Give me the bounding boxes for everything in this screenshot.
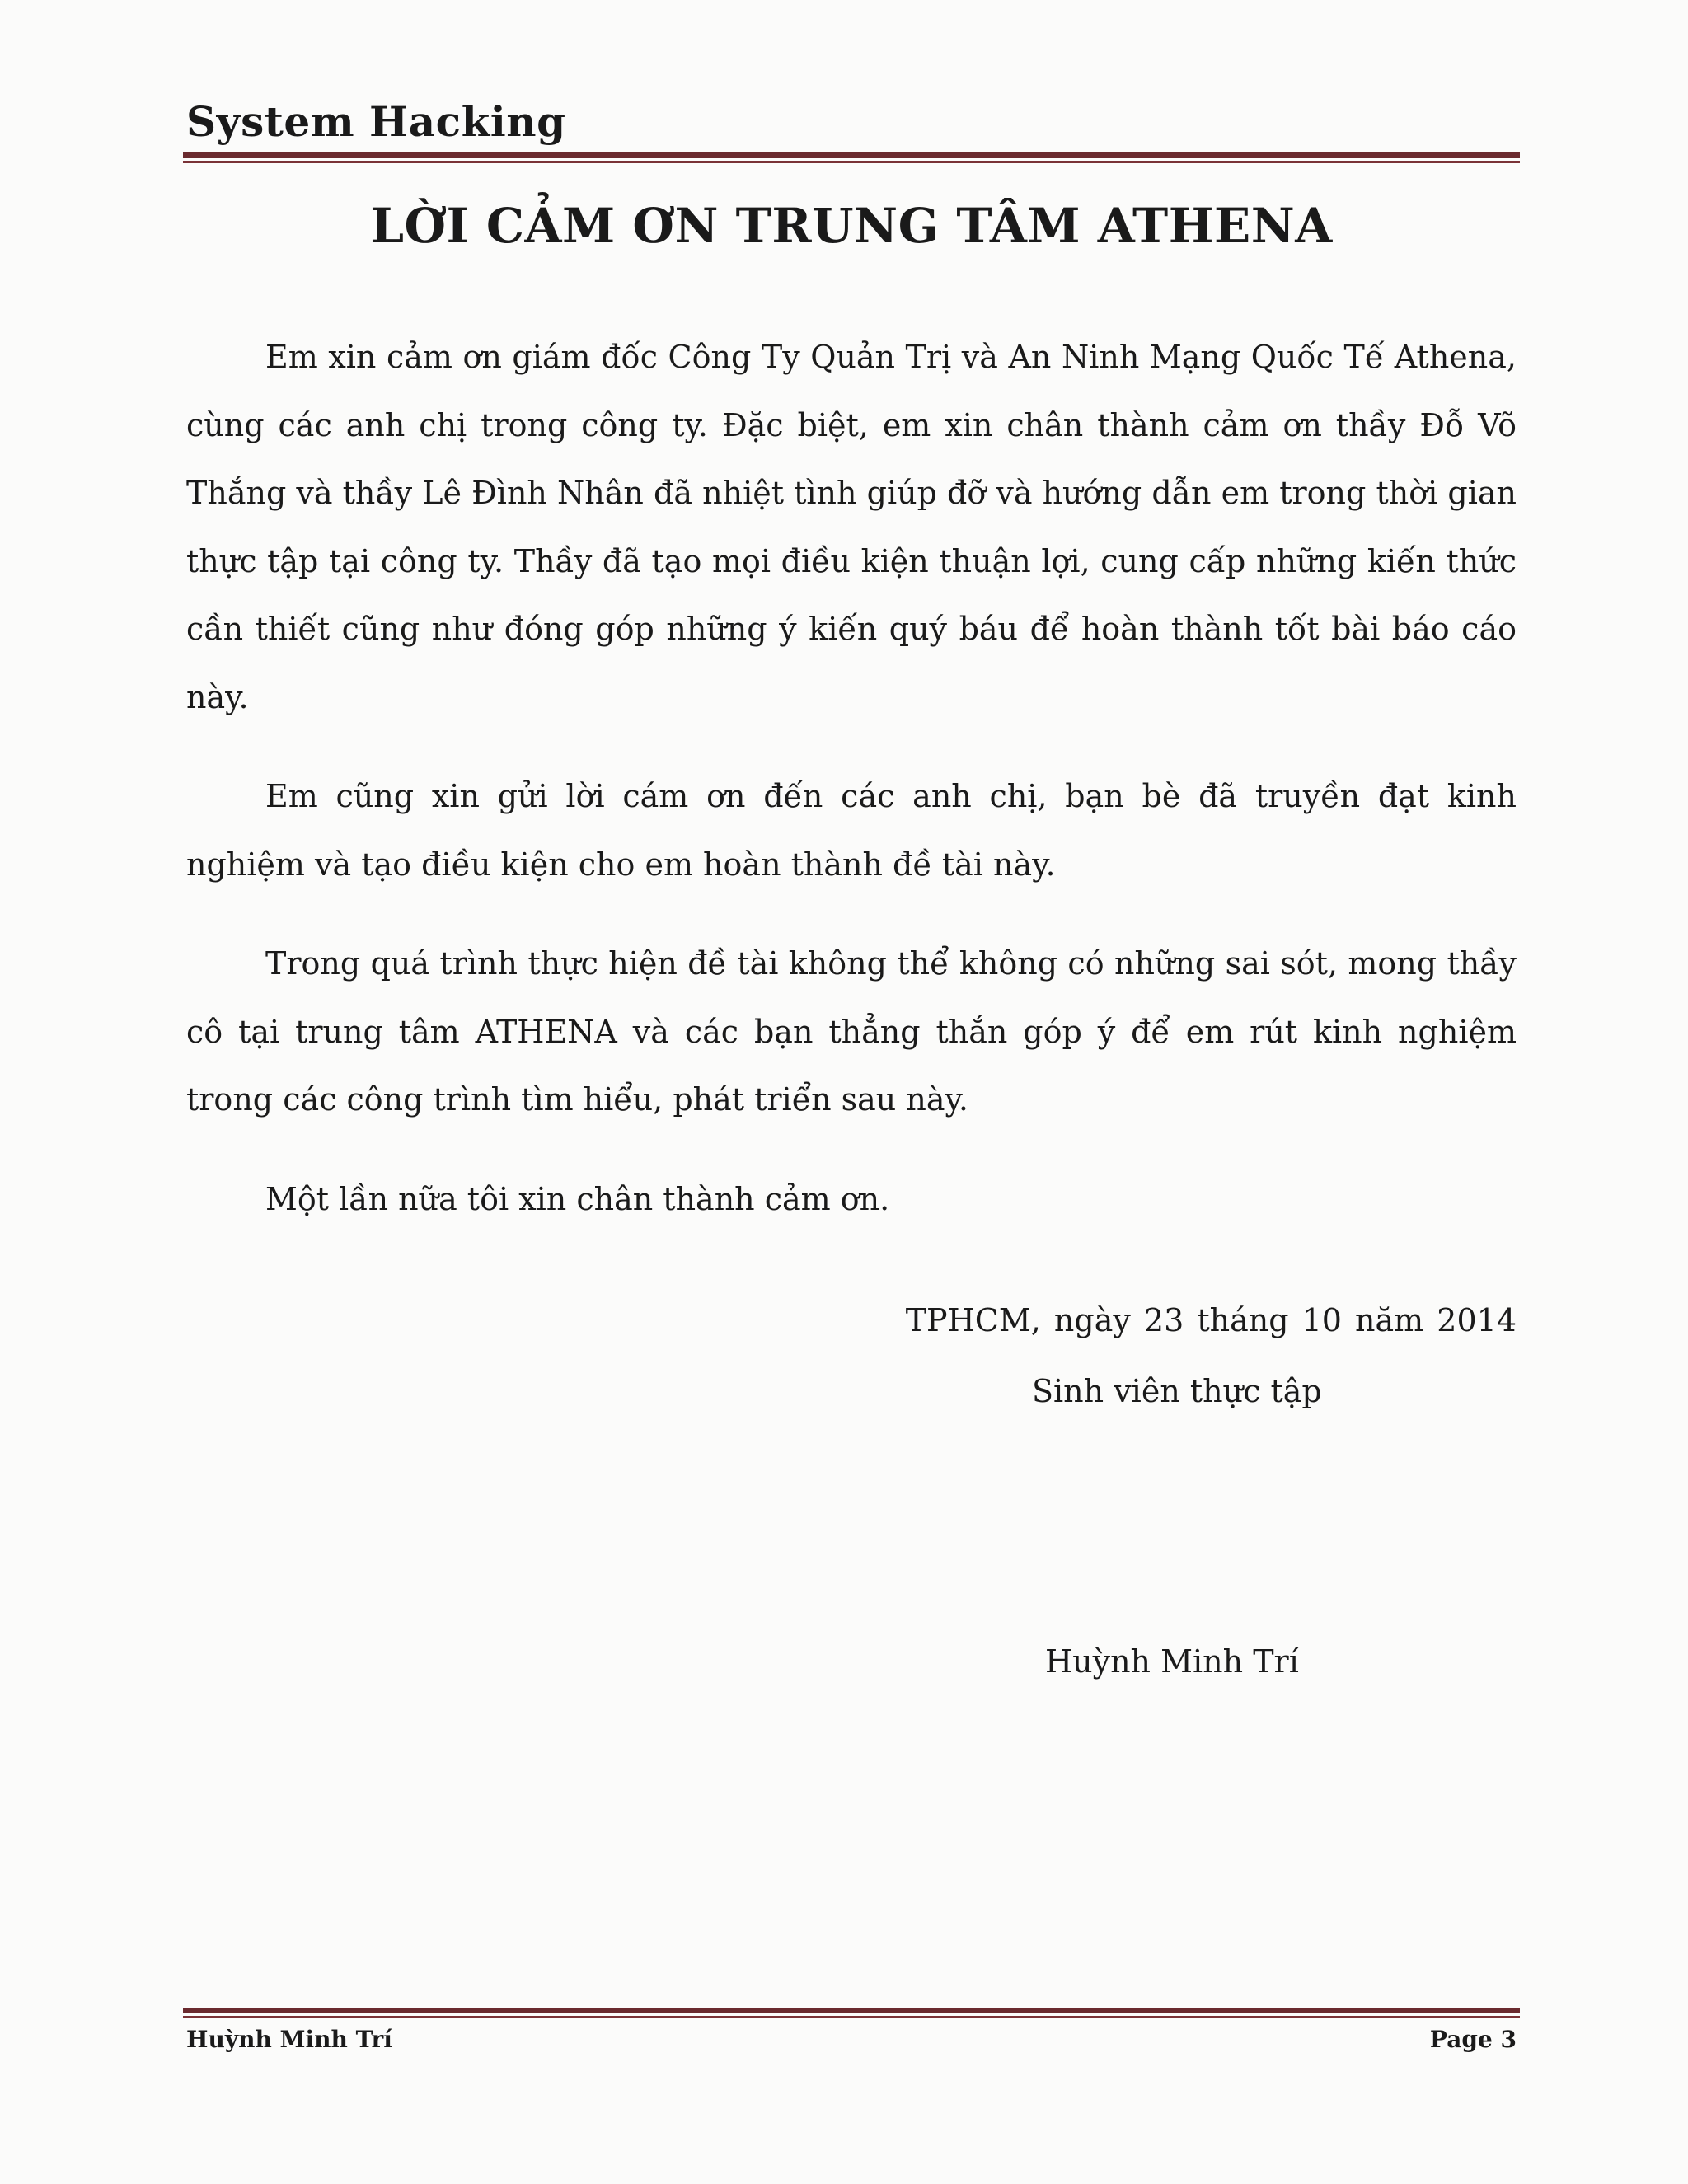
footer-divider <box>183 2008 1520 2018</box>
running-header-title: System Hacking <box>186 97 566 146</box>
header-divider-thick-line <box>183 152 1520 158</box>
paragraph-3: Trong quá trình thực hiện đề tài không thể không có những sai sót, mong thầy cô tại trung tâm ATHENA và các bạn thẳng thắn góp ý để em rút kinh nghiệm trong các công trình tìm hiểu, phát triển sau này. <box>186 945 1517 1118</box>
document-body <box>186 323 1517 1233</box>
footer-divider-thick-line <box>183 2008 1520 2013</box>
header-divider <box>183 152 1520 163</box>
paragraph-2: Em cũng xin gửi lời cám ơn đến các anh chị, bạn bè đã truyền đạt kinh nghiệm và tạo điều kiện cho em hoàn thành đề tài này. <box>186 778 1517 883</box>
footer-author: Huỳnh Minh Trí <box>186 2026 392 2053</box>
footer-page-number: Page 3 <box>1429 2026 1517 2053</box>
paragraph-1: Em xin cảm ơn giám đốc Công Ty Quản Trị và An Ninh Mạng Quốc Tế Athena, cùng các anh chị trong công ty. Đặc biệt, em xin chân thành cảm ơn thầy Đỗ Võ Thắng và thầy Lê Đình Nhân đã nhiệt tình giúp đỡ và hướng dẫn em trong thời gian thực tập tại công ty. Thầy đã tạo mọi điều kiện thuận lợi, cung cấp những kiến thức cần thiết cũng như đóng góp những ý kiến quý báu để hoàn thành tốt bài báo cáo này. <box>186 339 1517 715</box>
header-divider-thin-line <box>183 161 1520 163</box>
footer-divider-thin-line <box>183 2016 1520 2018</box>
signature-role: Sinh viên thực tập <box>1032 1373 1322 1409</box>
signature-place-date: TPHCM, ngày 23 tháng 10 năm 2014 <box>905 1302 1517 1338</box>
paragraph-4: Một lần nữa tôi xin chân thành cảm ơn. <box>265 1180 890 1217</box>
document-title: LỜI CẢM ƠN TRUNG TÂM ATHENA <box>370 198 1333 254</box>
signature-name: Huỳnh Minh Trí <box>1045 1643 1299 1680</box>
